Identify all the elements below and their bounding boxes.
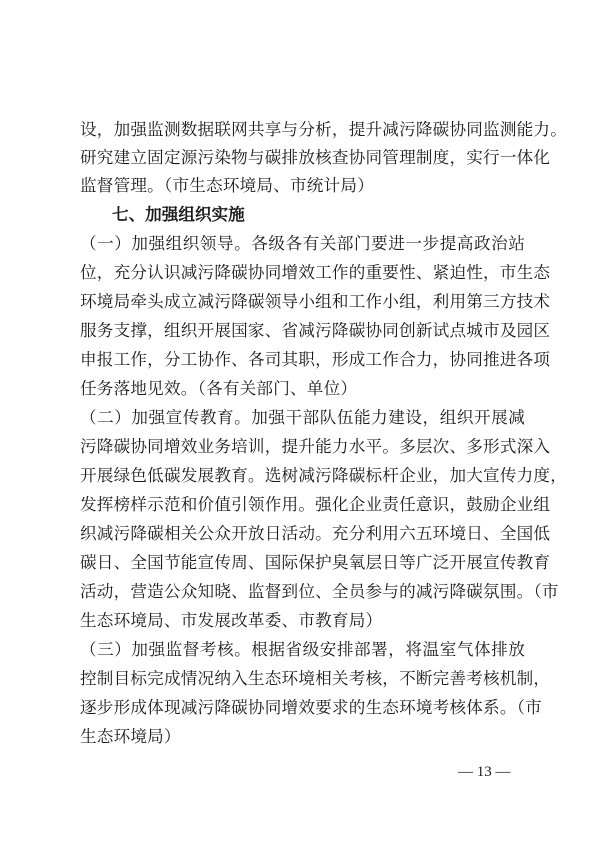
paragraph-line: 生态环境局） xyxy=(80,727,181,746)
paragraph-line: 环境局牵头成立减污降碳领导小组和工作小组，利用第三方技术 xyxy=(80,292,551,311)
intro-line: 监督管理。（市生态环境局、市统计局） xyxy=(80,176,374,195)
paragraph-line: （三）加强监督考核。根据省级安排部署，将温室气体排放 xyxy=(80,640,525,659)
paragraph-line: 发挥榜样示范和价值引领作用。强化企业责任意识，鼓励企业组 xyxy=(80,495,551,514)
paragraph-line: 控制目标完成情况纳入生态环境相关考核，不断完善考核机制， xyxy=(80,669,551,688)
paragraph-line: （一）加强组织领导。各级各有关部门要进一步提高政治站 xyxy=(80,234,525,253)
intro-line: 研究建立固定源污染物与碳排放核查协同管理制度，实行一体化 xyxy=(80,148,551,167)
paragraph-line: 服务支撑，组织开展国家、省减污降碳协同创新试点城市及园区 xyxy=(80,321,551,340)
paragraph-line: 逐步形成体现减污降碳协同增效要求的生态环境考核体系。（市 xyxy=(80,698,542,717)
paragraph-line: （二）加强宣传教育。加强干部队伍能力建设，组织开展减 xyxy=(80,408,525,427)
intro-line: 设，加强监测数据联网共享与分析，提升减污降碳协同监测能力。 xyxy=(80,120,568,139)
paragraph-line: 碳日、全国节能宣传周、国际保护臭氧层日等广泛开展宣传教育 xyxy=(80,553,551,572)
section-heading: 七、加强组织实施 xyxy=(112,205,245,224)
page-number: — 13 — xyxy=(458,764,511,780)
paragraph-line: 申报工作，分工协作、各司其职，形成工作合力，协同推进各项 xyxy=(80,350,551,369)
paragraph-line: 织减污降碳相关公众开放日活动。充分利用六五环境日、全国低 xyxy=(80,524,551,543)
paragraph-line: 位，充分认识减污降碳协同增效工作的重要性、紧迫性，市生态 xyxy=(80,263,551,282)
paragraph-line: 生态环境局、市发展改革委、市教育局） xyxy=(80,611,383,630)
paragraph-line: 活动，营造公众知晓、监督到位、全员参与的减污降碳氛围。（市 xyxy=(80,582,559,601)
paragraph-line: 任务落地见效。（各有关部门、单位） xyxy=(80,379,358,398)
paragraph-line: 污降碳协同增效业务培训，提升能力水平。多层次、多形式深入 xyxy=(80,437,551,456)
paragraph-line: 开展绿色低碳发展教育。选树减污降碳标杆企业，加大宣传力度， xyxy=(80,466,568,485)
